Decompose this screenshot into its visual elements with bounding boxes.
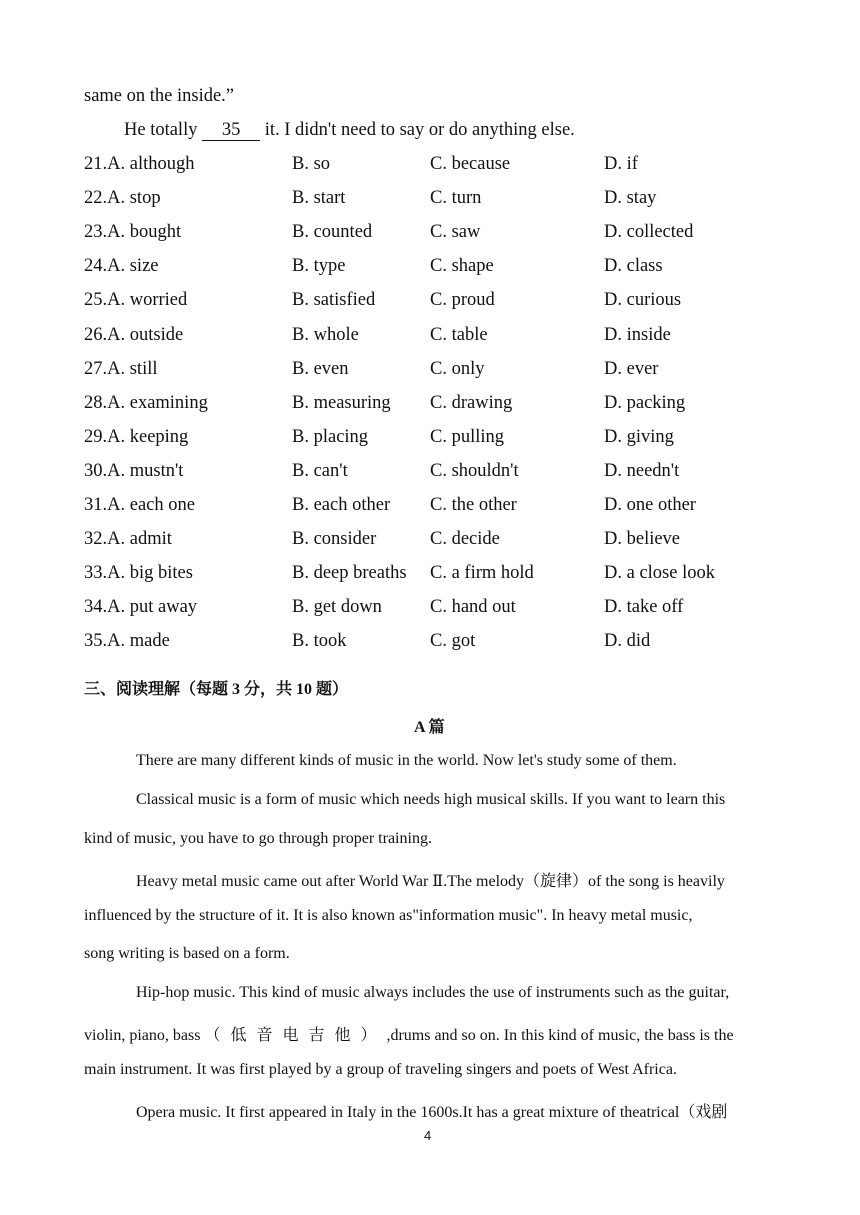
option-c: C. the other: [430, 495, 517, 515]
option-a: 22.A. stop: [84, 188, 161, 209]
option-d: D. if: [604, 154, 638, 174]
text-fragment: ,drums and so on. In this kind of music, the bass is the: [386, 1027, 734, 1044]
option-d: D. ever: [604, 358, 659, 379]
option-b: B. whole: [292, 324, 359, 345]
option-c: C. drawing: [430, 392, 513, 413]
option-a: 21.A. although: [84, 154, 195, 174]
passage-line: main instrument. It was first played by a group of traveling singers and poets of West Africa.: [84, 1061, 677, 1078]
option-d: D. inside: [604, 324, 671, 345]
option-a: 30.A. mustn't: [84, 460, 184, 481]
option-b: B. deep breaths: [292, 563, 407, 584]
option-c: C. a firm hold: [430, 563, 534, 584]
passage-line: song writing is based on a form.: [84, 945, 290, 962]
option-d: D. curious: [604, 290, 682, 311]
option-a: 32.A. admit: [84, 529, 172, 550]
option-c: C. hand out: [430, 597, 516, 618]
option-a: 27.A. still: [84, 358, 158, 379]
passage-line: Heavy metal music came out after World War Ⅱ.The melody（旋律）of the song is heavily: [136, 873, 725, 890]
option-d: D. a close look: [604, 563, 715, 584]
passage-line: [84, 1022, 734, 1045]
option-d: D. collected: [604, 222, 694, 243]
option-d: D. packing: [604, 392, 686, 413]
option-c: C. only: [430, 358, 485, 379]
option-b: B. measuring: [292, 392, 391, 413]
option-c: C. shape: [430, 256, 494, 277]
option-d: D. take off: [604, 597, 684, 618]
text-fragment: He totally: [124, 120, 203, 140]
option-d: D. class: [604, 256, 663, 277]
option-a: 28.A. examining: [84, 392, 208, 413]
option-c: C. proud: [430, 290, 495, 311]
text-fragment-chinese: （低音电吉他）: [204, 1027, 387, 1044]
passage-line: kind of music, you have to go through proper training.: [84, 830, 432, 847]
option-b: B. even: [292, 358, 349, 379]
option-c: C. got: [430, 631, 476, 652]
option-a: 24.A. size: [84, 256, 159, 277]
passage-line: There are many different kinds of music in the world. Now let's study some of them.: [136, 752, 677, 769]
option-b: B. get down: [292, 597, 382, 618]
option-c: C. saw: [430, 222, 481, 243]
passage-line: Hip-hop music. This kind of music always includes the use of instruments such as the guitar,: [136, 984, 730, 1001]
passage-line: Opera music. It first appeared in Italy in the 1600s.It has a great mixture of theatrical（戏剧: [136, 1104, 728, 1121]
section-heading: 三、阅读理解（每题 3 分，共 10 题）: [84, 681, 349, 698]
blank-35: 35: [202, 121, 260, 141]
option-b: B. start: [292, 188, 346, 209]
option-d: D. needn't: [604, 460, 680, 481]
text-fragment: violin, piano, bass: [84, 1027, 205, 1044]
option-a: 31.A. each one: [84, 495, 195, 515]
option-a: 29.A. keeping: [84, 426, 189, 447]
page-number: 4: [424, 1128, 432, 1143]
passage-line: Classical music is a form of music which needs high musical skills. If you want to learn this: [136, 791, 726, 808]
option-c: C. shouldn't: [430, 460, 519, 481]
option-d: D. did: [604, 631, 651, 652]
option-d: D. believe: [604, 529, 681, 550]
option-b: B. satisfied: [292, 290, 376, 311]
option-c: C. pulling: [430, 426, 505, 447]
section-subtitle: A 篇: [414, 719, 445, 736]
text-line-with-blank: [124, 120, 575, 141]
text-line: same on the inside.”: [84, 86, 235, 106]
passage-line: influenced by the structure of it. It is also known as"information music". In heavy metal music,: [84, 907, 693, 924]
option-a: 23.A. bought: [84, 222, 182, 243]
option-b: B. so: [292, 154, 331, 174]
option-c: C. because: [430, 154, 511, 174]
option-c: C. turn: [430, 188, 482, 209]
option-b: B. each other: [292, 495, 391, 515]
option-d: D. giving: [604, 426, 674, 447]
text-fragment: it. I didn't need to say or do anything else.: [260, 120, 575, 140]
option-a: 26.A. outside: [84, 324, 184, 345]
option-a: 25.A. worried: [84, 290, 188, 311]
option-c: C. table: [430, 324, 488, 345]
option-a: 34.A. put away: [84, 597, 198, 618]
option-b: B. type: [292, 256, 346, 277]
option-d: D. one other: [604, 495, 696, 515]
option-b: B. consider: [292, 529, 377, 550]
option-c: C. decide: [430, 529, 500, 550]
option-b: B. counted: [292, 222, 373, 243]
option-b: B. placing: [292, 426, 369, 447]
option-b: B. can't: [292, 460, 348, 481]
option-b: B. took: [292, 631, 347, 652]
option-a: 33.A. big bites: [84, 563, 193, 584]
option-a: 35.A. made: [84, 631, 170, 652]
option-d: D. stay: [604, 188, 657, 209]
